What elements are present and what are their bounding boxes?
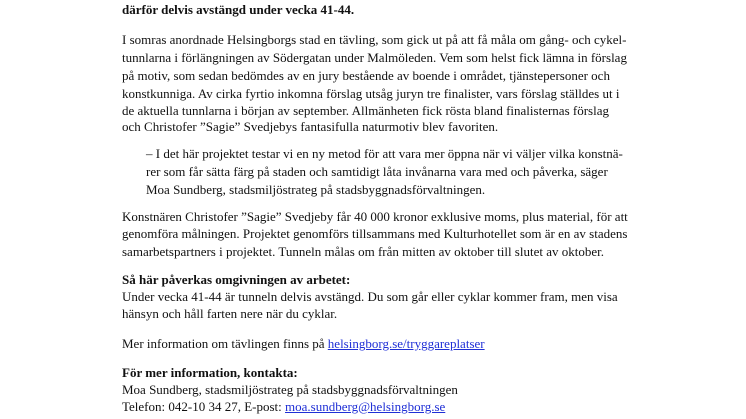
paragraph-line: I somras anordnade Helsingborgs stad en tävling, som gick ut på att få måla om gång- och cykel- <box>122 32 627 47</box>
contact-email-link[interactable]: moa.sundberg@helsingborg.se <box>285 399 446 414</box>
paragraph-line: genomföra målningen. Projektet genomförs tillsammans med Kulturhotellet som är en av stadens <box>122 226 628 241</box>
quote-line: rer som får sätta färg på staden och samtidigt låta invånarna vara med och påverka, säger <box>146 164 608 179</box>
quote-line: – I det här projektet testar vi en ny metod för att vara mer öppna när vi väljer vilka konstnä- <box>146 146 623 161</box>
quote-line: Moa Sundberg, stadsmiljöstrateg på stadsbyggnadsförvaltningen. <box>146 182 486 197</box>
paragraph-line: Konstnären Christofer ”Sagie” Svedjeby får 40 000 kronor exklusive moms, plus material, för att <box>122 209 628 224</box>
more-info-text: Mer information om tävlingen finns på <box>122 336 328 351</box>
paragraph-line: de aktuella tunnlarna i början av september. Allmänheten fick rösta bland finalisternas förslag <box>122 103 609 118</box>
impact-line: hänsyn och håll farten nere när du cyklar. <box>122 306 338 321</box>
paragraph-line: tunnlarna i förlängningen av Södergatan under Malmöleden. Vem som helst fick lämna in förslag <box>122 50 627 65</box>
contact-phone-line <box>122 399 445 415</box>
contact-heading: För mer information, kontakta: <box>122 365 298 380</box>
more-info-line <box>122 336 485 352</box>
intro-tail-heading: därför delvis avstängd under vecka 41-44. <box>122 2 355 17</box>
paragraph-line: på motiv, som sedan bedömdes av en jury bestående av boende i området, tjänstepersoner och <box>122 68 610 83</box>
paragraph-line: konstkunniga. Av cirka fyrtio inkomna förslag utsåg juryn tre finalister, vars förslag ställdes ut i <box>122 86 620 101</box>
impact-line: Under vecka 41-44 är tunneln delvis avstängd. Du som går eller cyklar kommer fram, men visa <box>122 289 618 304</box>
impact-heading: Så här påverkas omgivningen av arbetet: <box>122 272 351 287</box>
paragraph-line: och Christofer ”Sagie” Svedjebys fantasifulla naturmotiv blev favoriten. <box>122 119 499 134</box>
more-info-link[interactable]: helsingborg.se/tryggareplatser <box>327 336 485 351</box>
paragraph-line: samarbetspartners i projektet. Tunneln målas om från mitten av oktober till slutet av oktober. <box>122 244 604 259</box>
contact-name: Moa Sundberg, stadsmiljöstrateg på stadsbyggnadsförvaltningen <box>122 382 458 397</box>
contact-phone-text: Telefon: 042-10 34 27, E-post: <box>122 399 286 414</box>
